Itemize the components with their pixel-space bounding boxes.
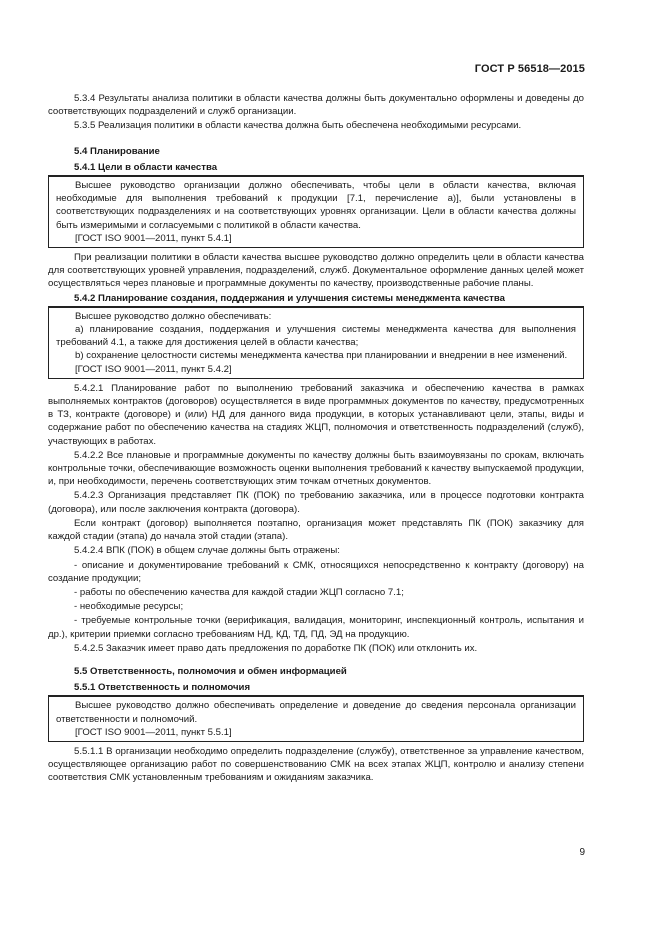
paragraph: Если контракт (договор) выполняется поэтапно, организация может представлять ПК (ПОК) заказчику для каждой стадии (этапа) до начала этой стадии (этапа).: [48, 517, 584, 543]
document-code: ГОСТ Р 56518—2015: [474, 63, 585, 75]
paragraph: 5.4.2.2 Все плановые и программные документы по качеству должны быть взаимоувязаны по срокам, включать контрольные точки, обеспечивающие возможность оценки выполнения требований к качеству выпускаемой продукции, и, при необходимости, перечень соответствующих этим точкам отчетных документов.: [48, 449, 584, 488]
section-heading: 5.4.2 Планирование создания, поддержания и улучшения системы менеджмента качества: [48, 292, 584, 307]
section-heading: 5.4 Планирование: [74, 145, 160, 157]
page-content: [48, 92, 584, 785]
quote-reference: [ГОСТ ISO 9001—2011, пункт 5.4.2]: [75, 363, 232, 375]
quote-paragraph: а) планирование создания, поддержания и улучшения системы менеджмента качества для выполнения требований 4.1, а также для достижения целей в области качества;: [56, 324, 576, 349]
paragraph: 5.3.5 Реализация политики в области качества должна быть обеспечена необходимыми ресурсами.: [74, 120, 522, 132]
paragraph: 5.4.2.1 Планирование работ по выполнению требований заказчика и обеспечению качества в рамках выполняемых контрактов (договоров) осуществляется в виде программных документов по качеству, предусмотренных в ТЗ, контракте (договоре) и (или) НД для данного вида продукции, в которых устанавливают цели, этапы, виды и содержание работ по обеспечению качества на стадиях ЖЦП, полномочия и ответственность подразделений (служб), участвующих в работах.: [48, 382, 584, 447]
paragraph: 5.5.1.1 В организации необходимо определить подразделение (службу), ответственное за управление качеством, осуществляющее организацию работ по совершенствованию СМК на всех этапах ЖЦП, контролю и анализу степени соответствия СМК установленным требованиям и ожиданиям заказчика.: [48, 745, 584, 784]
paragraph: 5.4.2.3 Организация представляет ПК (ПОК) по требованию заказчика, или в процессе подготовки контракта (договора), или после заключения контракта (договора).: [48, 490, 584, 515]
quote-paragraph: Высшее руководство должно обеспечивать:: [75, 310, 272, 322]
paragraph: - описание и документирование требований к СМК, относящихся непосредственно к контракту (договору) на создание продукции;: [48, 559, 584, 584]
section-heading: 5.5.1 Ответственность и полномочия: [48, 681, 584, 696]
paragraph: 5.3.4 Результаты анализа политики в области качества должны быть документально оформлены и доведены до соответствующих подразделений и служб организации.: [48, 93, 584, 118]
page-number: 9: [579, 847, 585, 858]
paragraph: 5.4.2.4 ВПК (ПОК) в общем случае должны быть отражены:: [74, 545, 340, 557]
standard-quote-box: [48, 696, 584, 742]
paragraph: При реализации политики в области качества высшее руководство должно определить цели в области качества для соответствующих уровней управления, подразделений, служб. Документальное оформление данных целей может осуществляться через плановые и программные документы по качеству, производственные рабочие планы.: [48, 252, 584, 290]
section-heading: 5.4.1 Цели в области качества: [48, 161, 584, 176]
section-heading: 5.5 Ответственность, полномочия и обмен информацией: [74, 665, 347, 677]
quote-reference: [ГОСТ ISO 9001—2011, пункт 5.5.1]: [75, 726, 232, 738]
quote-paragraph: Высшее руководство должно обеспечивать определение и доведение до сведения персонала организации ответственности и полномочий.: [56, 700, 576, 725]
paragraph: - работы по обеспечению качества для каждой стадии ЖЦП согласно 7.1;: [74, 586, 404, 598]
quote-paragraph: Высшее руководство организации должно обеспечивать, чтобы цели в области качества, включая необходимые для выполнения требований к продукции [7.1, перечисление а)], были установлены в соответствующих подразделениях и на соответствующих уровнях организации. Цели в области качества должны быть измеримыми и согласуемыми с политикой в области качества.: [56, 180, 576, 231]
standard-quote-box: [48, 176, 584, 248]
paragraph: - необходимые ресурсы;: [74, 601, 184, 613]
paragraph: 5.4.2.5 Заказчик имеет право дать предложения по доработке ПК (ПОК) или отклонить их.: [74, 642, 478, 654]
standard-quote-box: [48, 307, 584, 379]
quote-paragraph: b) сохранение целостности системы менеджмента качества при планировании и внедрении в нее изменений.: [75, 350, 568, 362]
paragraph: - требуемые контрольные точки (верификация, валидация, мониторинг, инспекционный контроль, испытания и др.), критерии приемки согласно требованиям НД, КД, ТД, ПД, ЭД на продукцию.: [48, 615, 584, 640]
quote-reference: [ГОСТ ISO 9001—2011, пункт 5.4.1]: [75, 232, 232, 244]
